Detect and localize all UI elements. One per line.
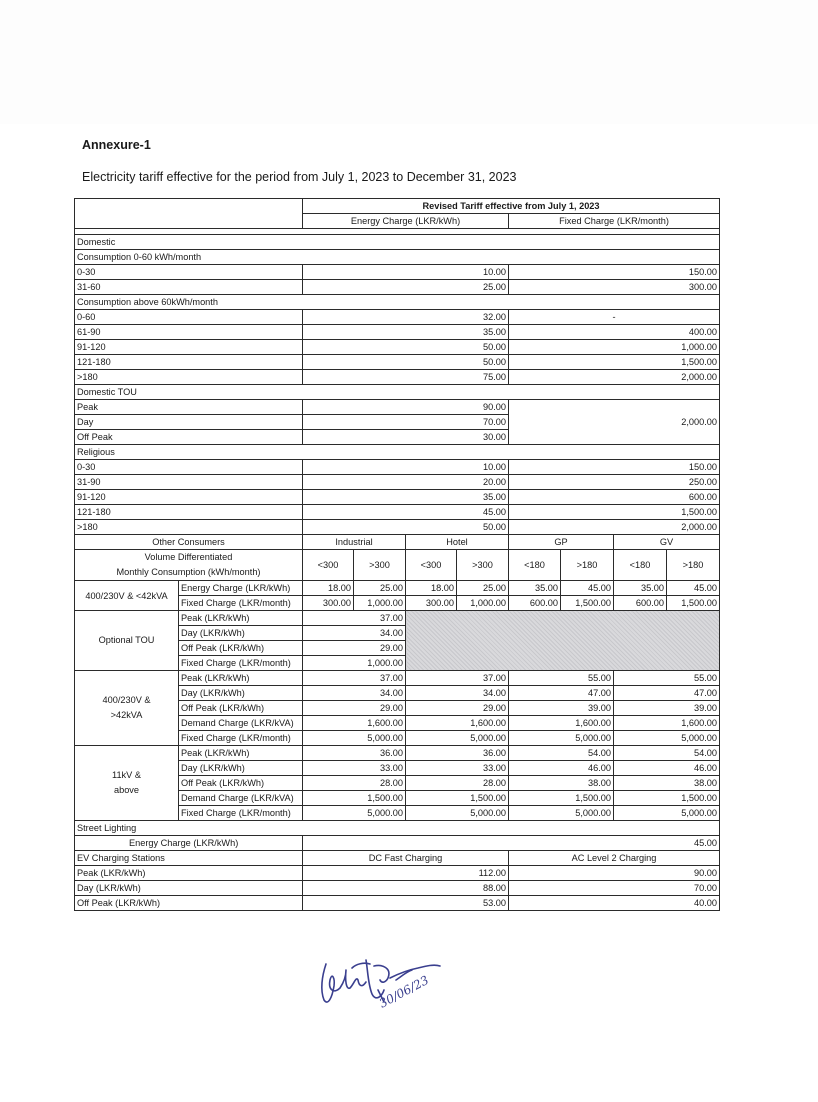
category-industrial: Industrial: [303, 535, 406, 550]
cell-value: 55.00: [509, 671, 614, 686]
fixed-value: 1,500.00: [509, 355, 720, 370]
other-consumers-title: Other Consumers: [75, 535, 303, 550]
group-large-label: 400/230V & >42kVA: [75, 671, 179, 746]
row-label: >180: [75, 520, 303, 535]
row-label: Fixed Charge (LKR/month): [179, 806, 303, 821]
revised-tariff-heading: Revised Tariff effective from July 1, 2023: [303, 199, 720, 214]
cell-value: 1,600.00: [303, 716, 406, 731]
group-hv-label: 11kV & above: [75, 746, 179, 821]
energy-value: 50.00: [303, 355, 509, 370]
table-row: [75, 490, 720, 505]
cell-value: 34.00: [303, 626, 406, 641]
energy-value: 32.00: [303, 310, 509, 325]
row-label: Fixed Charge (LKR/month): [179, 656, 303, 671]
cell-value: 46.00: [509, 761, 614, 776]
row-label: Off Peak (LKR/kWh): [75, 896, 303, 911]
religious-title: Religious: [75, 445, 720, 460]
cell-value: 28.00: [303, 776, 406, 791]
cell-value: 5,000.00: [509, 806, 614, 821]
row-label: Off Peak (LKR/kWh): [179, 701, 303, 716]
table-row: [75, 310, 720, 325]
cell-value: 38.00: [509, 776, 614, 791]
cell-value: 1,500.00: [614, 791, 720, 806]
cell-value: 1,000.00: [457, 596, 509, 611]
cell-value: 36.00: [303, 746, 406, 761]
dc-fast-heading: DC Fast Charging: [303, 851, 509, 866]
cell-value: 34.00: [303, 686, 406, 701]
header-blank: [75, 199, 303, 229]
table-row: [75, 611, 720, 626]
ac-value: 90.00: [509, 866, 720, 881]
cell-value: 47.00: [614, 686, 720, 701]
cell-value: 25.00: [354, 581, 406, 596]
energy-value: 10.00: [303, 265, 509, 280]
ev-header-row: [75, 851, 720, 866]
row-label: Off Peak (LKR/kWh): [179, 641, 303, 656]
table-row: [75, 280, 720, 295]
category-gp: GP: [509, 535, 614, 550]
table-row: [75, 340, 720, 355]
energy-value: 50.00: [303, 340, 509, 355]
fixed-value: 150.00: [509, 460, 720, 475]
cell-value: 45.00: [561, 581, 614, 596]
row-label: 31-90: [75, 475, 303, 490]
table-row: [75, 836, 720, 851]
volume-title: [75, 550, 303, 581]
fixed-charge-heading: Fixed Charge (LKR/month): [509, 214, 720, 229]
row-label: Demand Charge (LKR/kVA): [179, 791, 303, 806]
table-row: [75, 520, 720, 535]
cell-value: 39.00: [509, 701, 614, 716]
cell-value: 35.00: [509, 581, 561, 596]
cell-value: 28.00: [406, 776, 509, 791]
table-row: [75, 671, 720, 686]
volume-differentiated-label: Volume Differentiated: [144, 552, 233, 562]
cell-value: 55.00: [614, 671, 720, 686]
energy-value: 35.00: [303, 325, 509, 340]
row-label: 0-30: [75, 265, 303, 280]
cell-value: 1,600.00: [509, 716, 614, 731]
energy-value: 45.00: [303, 505, 509, 520]
band-label: <180: [509, 550, 561, 581]
row-label: Day (LKR/kWh): [179, 686, 303, 701]
cell-value: 46.00: [614, 761, 720, 776]
tariff-table: [74, 198, 720, 911]
energy-value: 90.00: [303, 400, 509, 415]
row-label: 0-30: [75, 460, 303, 475]
fixed-value: 300.00: [509, 280, 720, 295]
row-label: Energy Charge (LKR/kWh): [179, 581, 303, 596]
cell-value: 37.00: [406, 671, 509, 686]
cell-value: 29.00: [303, 641, 406, 656]
ev-title: EV Charging Stations: [75, 851, 303, 866]
cell-value: 600.00: [614, 596, 667, 611]
band-label: <300: [406, 550, 457, 581]
row-label: Fixed Charge (LKR/month): [179, 596, 303, 611]
signature-stroke: [374, 966, 389, 983]
other-header-row: [75, 535, 720, 550]
cell-value: 5,000.00: [303, 806, 406, 821]
street-lighting-title: Street Lighting: [75, 821, 720, 836]
street-lighting-value: 45.00: [303, 836, 720, 851]
cell-value: 34.00: [406, 686, 509, 701]
row-label: Energy Charge (LKR/kWh): [75, 836, 303, 851]
row-label: Fixed Charge (LKR/month): [179, 731, 303, 746]
cell-value: 1,500.00: [509, 791, 614, 806]
annexure-heading: Annexure-1: [82, 138, 151, 152]
table-row: [75, 460, 720, 475]
group-optional-label: Optional TOU: [75, 611, 179, 671]
fixed-value: 150.00: [509, 265, 720, 280]
cell-value: 5,000.00: [406, 731, 509, 746]
row-label: Peak (LKR/kWh): [75, 866, 303, 881]
band-label: >300: [457, 550, 509, 581]
fixed-value: 600.00: [509, 490, 720, 505]
fixed-value: 1,000.00: [509, 340, 720, 355]
cell-value: 25.00: [457, 581, 509, 596]
cell-value: 1,500.00: [406, 791, 509, 806]
cell-value: 5,000.00: [614, 806, 720, 821]
table-row: [75, 370, 720, 385]
cell-value: 5,000.00: [509, 731, 614, 746]
ac-value: 40.00: [509, 896, 720, 911]
table-row: [75, 265, 720, 280]
cell-value: 1,600.00: [614, 716, 720, 731]
row-label: Off Peak (LKR/kWh): [179, 776, 303, 791]
band-label: >180: [561, 550, 614, 581]
header-row: [75, 199, 720, 214]
cell-value: 18.00: [303, 581, 354, 596]
row-label: 61-90: [75, 325, 303, 340]
cell-value: 1,500.00: [667, 596, 720, 611]
row-label: 121-180: [75, 505, 303, 520]
band-label: <300: [303, 550, 354, 581]
cell-value: 1,000.00: [303, 656, 406, 671]
signature-date: 30/06/23: [376, 972, 432, 1011]
row-label: Day (LKR/kWh): [179, 626, 303, 641]
dc-value: 53.00: [303, 896, 509, 911]
band-header-row: [75, 550, 720, 581]
row-label: Peak (LKR/kWh): [179, 611, 303, 626]
fixed-value: 400.00: [509, 325, 720, 340]
fixed-value: -: [509, 310, 720, 325]
row-label: 91-120: [75, 490, 303, 505]
row-label: Off Peak: [75, 430, 303, 445]
row-label: 121-180: [75, 355, 303, 370]
domestic-title: Domestic: [75, 235, 720, 250]
cell-value: 47.00: [509, 686, 614, 701]
table-row: [75, 505, 720, 520]
tou-fixed-value: 2,000.00: [509, 400, 720, 445]
energy-value: 75.00: [303, 370, 509, 385]
ac-value: 70.00: [509, 881, 720, 896]
category-gv: GV: [614, 535, 720, 550]
cell-value: 54.00: [509, 746, 614, 761]
row-label: 91-120: [75, 340, 303, 355]
energy-value: 30.00: [303, 430, 509, 445]
cell-value: 29.00: [406, 701, 509, 716]
band-label: <180: [614, 550, 667, 581]
table-row: [75, 400, 720, 415]
monthly-consumption-label: Monthly Consumption (kWh/month): [116, 567, 261, 577]
fixed-value: 250.00: [509, 475, 720, 490]
row-label: 0-60: [75, 310, 303, 325]
not-applicable-shading: [406, 611, 720, 671]
cell-value: 1,000.00: [354, 596, 406, 611]
cell-value: 37.00: [303, 671, 406, 686]
ac-level2-heading: AC Level 2 Charging: [509, 851, 720, 866]
table-row: [75, 746, 720, 761]
cell-value: 5,000.00: [303, 731, 406, 746]
fixed-value: 2,000.00: [509, 520, 720, 535]
dc-value: 88.00: [303, 881, 509, 896]
cell-value: 33.00: [406, 761, 509, 776]
table-row: [75, 866, 720, 881]
energy-value: 20.00: [303, 475, 509, 490]
domestic-tou-title: Domestic TOU: [75, 385, 720, 400]
cell-value: 37.00: [303, 611, 406, 626]
cell-value: 39.00: [614, 701, 720, 716]
category-hotel: Hotel: [406, 535, 509, 550]
row-label: 31-60: [75, 280, 303, 295]
table-row: [75, 881, 720, 896]
table-row: [75, 355, 720, 370]
row-label: Peak (LKR/kWh): [179, 671, 303, 686]
row-label: Day (LKR/kWh): [179, 761, 303, 776]
energy-value: 70.00: [303, 415, 509, 430]
cell-value: 35.00: [614, 581, 667, 596]
cell-value: 33.00: [303, 761, 406, 776]
page-top-margin: [0, 0, 818, 124]
table-row: [75, 896, 720, 911]
group-small-label: 400/230V & <42kVA: [75, 581, 179, 611]
cell-value: 5,000.00: [406, 806, 509, 821]
cell-value: 5,000.00: [614, 731, 720, 746]
cell-value: 36.00: [406, 746, 509, 761]
handwritten-signature: [312, 950, 462, 1020]
cell-value: 18.00: [406, 581, 457, 596]
row-label: Day: [75, 415, 303, 430]
row-label: Peak (LKR/kWh): [179, 746, 303, 761]
domestic-high-title: Consumption above 60kWh/month: [75, 295, 720, 310]
cell-value: 600.00: [509, 596, 561, 611]
signature-stroke: [322, 964, 366, 1002]
fixed-value: 2,000.00: [509, 370, 720, 385]
table-row: [75, 475, 720, 490]
cell-value: 1,500.00: [303, 791, 406, 806]
energy-value: 50.00: [303, 520, 509, 535]
cell-value: 54.00: [614, 746, 720, 761]
document-subtitle: Electricity tariff effective for the period from July 1, 2023 to December 31, 2023: [82, 170, 517, 184]
cell-value: 300.00: [406, 596, 457, 611]
energy-value: 10.00: [303, 460, 509, 475]
cell-value: 300.00: [303, 596, 354, 611]
energy-charge-heading: Energy Charge (LKR/kWh): [303, 214, 509, 229]
energy-value: 25.00: [303, 280, 509, 295]
cell-value: 29.00: [303, 701, 406, 716]
row-label: Day (LKR/kWh): [75, 881, 303, 896]
table-row: [75, 581, 720, 596]
cell-value: 1,600.00: [406, 716, 509, 731]
energy-value: 35.00: [303, 490, 509, 505]
row-label: >180: [75, 370, 303, 385]
table-row: [75, 325, 720, 340]
cell-value: 38.00: [614, 776, 720, 791]
cell-value: 1,500.00: [561, 596, 614, 611]
row-label: Peak: [75, 400, 303, 415]
domestic-low-title: Consumption 0-60 kWh/month: [75, 250, 720, 265]
dc-value: 112.00: [303, 866, 509, 881]
band-label: >300: [354, 550, 406, 581]
cell-value: 45.00: [667, 581, 720, 596]
row-label: Demand Charge (LKR/kVA): [179, 716, 303, 731]
fixed-value: 1,500.00: [509, 505, 720, 520]
band-label: >180: [667, 550, 720, 581]
